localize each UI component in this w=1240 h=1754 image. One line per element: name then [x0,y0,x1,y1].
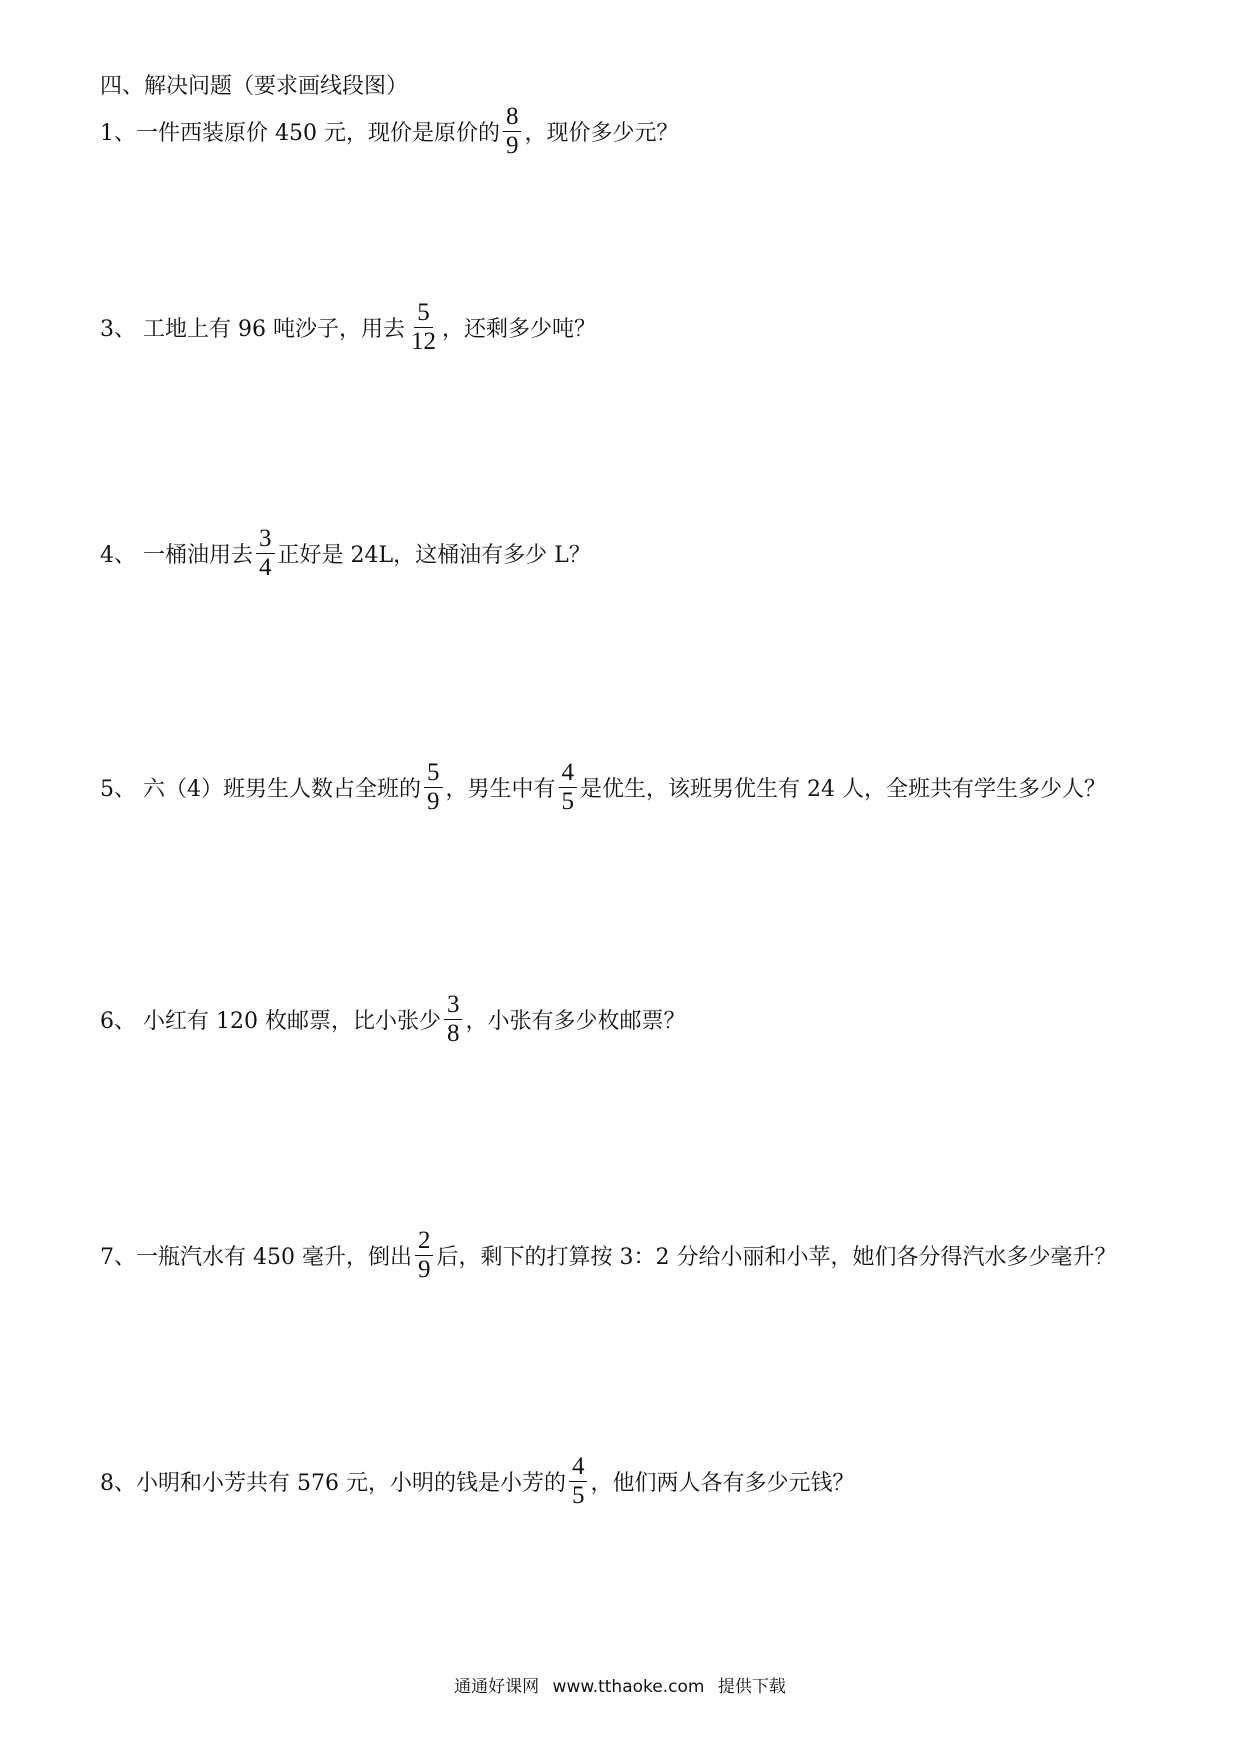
problem-4 [100,526,591,581]
problem-text: ，他们两人各有多少元钱？ [590,1471,855,1496]
problem-text: 4、 一桶油用去 [100,543,253,568]
footer-site-name: 通通好课网 [454,1677,540,1697]
problem-text: ，还剩多少吨？ [441,317,596,342]
problem-text: ，现价多少元？ [524,121,679,146]
page-footer [0,1672,1240,1697]
fraction-denominator: 8 [446,1020,460,1047]
fraction [559,760,578,815]
problem-5 [100,760,1106,815]
fraction [424,760,443,815]
problem-text: 是优生，该班男优生有 24 人，全班共有学生多少人？ [580,777,1106,802]
fraction-denominator: 9 [505,132,519,159]
footer-note: 提供下载 [717,1677,786,1697]
fraction-denominator: 9 [427,788,440,815]
fraction [569,1454,588,1509]
fraction-denominator: 9 [417,1256,431,1283]
problem-1 [100,104,679,159]
fraction-numerator: 5 [424,760,443,788]
problem-text: 7、一瓶汽水有 450 毫升，倒出 [100,1245,412,1270]
problem-text: ，男生中有 [445,777,556,802]
fraction [256,526,275,581]
problem-text: 8、小明和小芳共有 576 元，小明的钱是小芳的 [100,1471,566,1496]
fraction-numerator: 3 [256,526,275,554]
problem-text: 3、 工地上有 96 吨沙子，用去 [100,317,405,342]
problem-text: 1、一件西装原价 450 元，现价是原价的 [100,121,500,146]
fraction [415,1228,434,1283]
fraction-numerator: 3 [444,992,463,1020]
fraction [444,992,463,1047]
fraction-denominator: 12 [410,328,436,355]
fraction-numerator: 4 [559,760,578,788]
fraction-numerator: 8 [503,104,522,132]
fraction [503,104,522,159]
problem-7 [100,1228,1116,1283]
fraction-denominator: 5 [561,788,575,815]
problem-3 [100,300,596,355]
section-title: 四、解决问题（要求画线段图） [100,74,409,99]
problem-6 [100,992,685,1047]
problem-8 [100,1454,855,1509]
problem-text: 5、 六（4）班男生人数占全班的 [100,777,421,802]
fraction-numerator: 5 [414,300,433,328]
fraction-denominator: 4 [259,554,272,581]
problem-text: 正好是 24L，这桶油有多少 L？ [277,543,591,568]
fraction-numerator: 2 [415,1228,434,1256]
footer-url: www.tthaoke.com [552,1677,705,1697]
fraction-numerator: 4 [569,1454,588,1482]
problem-text: 后，剩下的打算按 3：2 分给小丽和小苹，她们各分得汽水多少毫升？ [436,1245,1117,1270]
problem-text: 6、 小红有 120 枚邮票，比小张少 [100,1009,441,1034]
fraction-denominator: 5 [571,1482,585,1509]
problem-text: ，小张有多少枚邮票？ [465,1009,686,1034]
fraction [408,300,439,355]
